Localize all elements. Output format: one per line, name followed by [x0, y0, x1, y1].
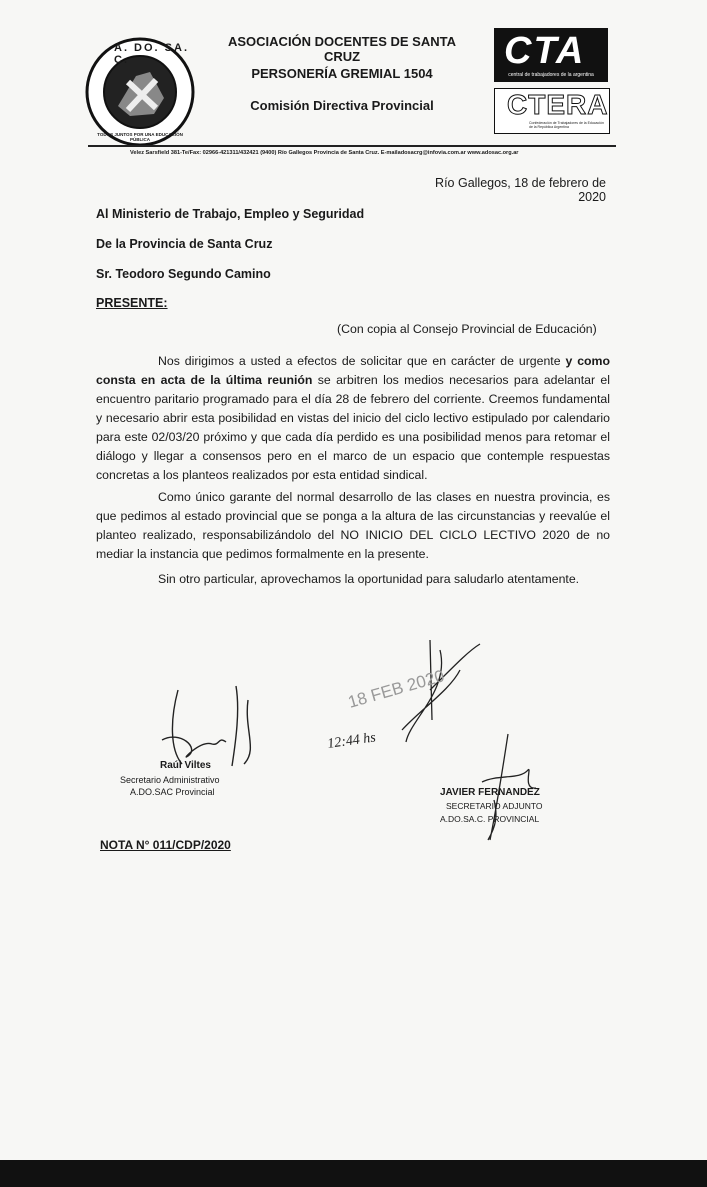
paragraph-1-body: se arbitren los medios necesarios para adelantar el encuentro paritario programado para el día 28 de febrero del corriente. Creemos fundamental y necesario abrir esta posibilidad en vistas del inicio del ciclo lectivo estipulado por calendario para este 02/03/20 próximo y que cada día perdido es una posibilidad menos para retomar el diálogo y llegar a consensos pero en el marco de un espacio que contemple respuestas concretas a los planteos realizados por esta entidad sindical. [96, 373, 610, 482]
personeria: PERSONERÍA GREMIAL 1504 [251, 66, 433, 81]
left-logo-text-bottom: TODOS JUNTOS POR UNA EDUCACIÓN PÚBLICA [97, 132, 183, 142]
left-logo [84, 36, 196, 148]
paragraph-1-emphasis: y como consta en acta de la última reunión [96, 354, 610, 387]
letter-date: Río Gallegos, 18 de febrero de 2020 [435, 176, 606, 204]
recipient-line-3: Sr. Teodoro Segundo Camino [96, 267, 271, 281]
copy-note: (Con copia al Consejo Provincial de Educación) [337, 322, 597, 336]
header-divider [88, 145, 616, 147]
nota-number: NOTA N° 011/CDP/2020 [100, 838, 231, 852]
ctera-logo-caption: Confederación de Trabajadores de la Educación de la República Argentina [529, 121, 604, 129]
right-signer-role: SECRETARIO ADJUNTO [446, 801, 543, 811]
stamp-time: 12:44 hs [326, 730, 377, 752]
left-logo-text-top: A. DO. SA. C. [114, 42, 190, 66]
stamp-date: 18 FEB 2020 [345, 666, 447, 712]
ctera-logo-text: CTERA [507, 89, 609, 120]
cta-logo-caption: central de trabajadores de la argentina [508, 72, 594, 78]
right-signer-org: A.DO.SA.C. PROVINCIAL [440, 814, 540, 824]
recipient-line-1: Al Ministerio de Trabajo, Empleo y Seguridad [96, 207, 365, 221]
left-signer-role: Secretario Administrativo [120, 775, 220, 785]
paragraph-1-intro: Nos dirigimos a usted a efectos de solicitar que en carácter de urgente [158, 354, 566, 368]
commission: Comisión Directiva Provincial [250, 98, 434, 113]
recipient-line-2: De la Provincia de Santa Cruz [96, 237, 273, 251]
closing-line: Sin otro particular, aprovechamos la oportunidad para saludarlo atentamente. [158, 572, 580, 586]
left-signer-org: A.DO.SAC Provincial [130, 787, 215, 797]
ctera-logo [494, 88, 610, 134]
paragraph-1 [96, 352, 610, 485]
cta-logo-text: CTA [504, 30, 586, 72]
paragraph-2: Como único garante del normal desarrollo de las clases en nuestra provincia, es que pedimos al estado provincial que se ponga a la altura de las circunstancias y reevalúe el planteo realizado, responsabilizándolo del NO INICIO DEL CICLO LECTIVO 2020 de no mediar la instancia que pedimos formalmente en la presente. [96, 490, 610, 561]
org-name: ASOCIACIÓN DOCENTES DE SANTA CRUZ [228, 34, 456, 64]
address-line: Velez Sarsfield 381-Te/Fax: 02966-421311/432421 (9400) Río Gallegos Provincia de Santa Cruz. E-mailadosacrg@infovia.com.ar www.adosac.org.ar [130, 150, 519, 156]
left-signer-name: Raúl Viltes [160, 760, 211, 771]
left-signature [140, 680, 270, 770]
scan-edge-band [0, 1160, 707, 1187]
presente-label: PRESENTE: [96, 296, 168, 310]
right-signer-name: JAVIER FERNANDEZ [440, 787, 540, 798]
cta-logo [494, 28, 608, 82]
